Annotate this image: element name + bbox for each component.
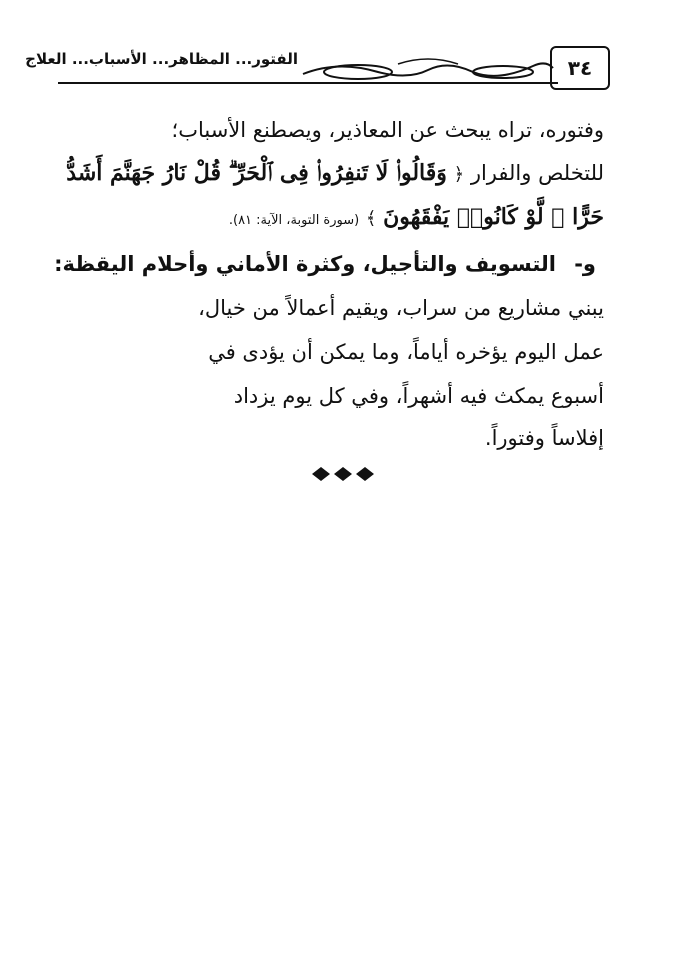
item-line2: عمل اليوم يؤخره أياماً، وما يمكن أن يؤدى في bbox=[208, 340, 604, 364]
item-line3: أسبوع يمكث فيه أشهراً، وفي كل يوم يزداد bbox=[233, 384, 604, 408]
diamond-icon bbox=[312, 467, 330, 481]
quran-verse-part2: حَرًّا ۚ لَّوْ كَانُوا۟ يَفْقَهُونَ bbox=[383, 204, 604, 230]
para1-line1: وفتوره، تراه يبحث عن المعاذير، ويصطنع الأسباب؛ bbox=[171, 118, 604, 142]
diamond-icon bbox=[356, 467, 374, 481]
para1-line3 bbox=[229, 204, 604, 230]
page-number: ٣٤ bbox=[550, 46, 610, 90]
quran-verse-part1: وَقَالُوا۟ لَا تَنفِرُوا۟ فِى ٱلْحَرِّ ۗ قُلْ نَارُ جَهَنَّمَ أَشَدُّ bbox=[66, 160, 447, 186]
quran-bracket-close: ﴾ bbox=[365, 208, 377, 229]
para1-line2-text: للتخلص والفرار bbox=[470, 161, 604, 185]
item-line1: يبني مشاريع من سراب، ويقيم أعمالاً من خيال، bbox=[198, 296, 604, 320]
para1-line2 bbox=[66, 160, 604, 186]
running-title: الفتور... المظاهر... الأسباب... العلاج bbox=[25, 50, 298, 68]
quran-citation: (سورة التوبة، الآية: ٨١). bbox=[228, 213, 360, 228]
diamond-icon bbox=[334, 467, 352, 481]
quran-bracket-open: ﴿ bbox=[453, 164, 465, 185]
section-end-ornament bbox=[310, 466, 376, 482]
item-line4: إفلاساً وفتوراً. bbox=[484, 426, 604, 450]
header-rule bbox=[58, 82, 558, 84]
item-heading: التسويف والتأجيل، وكثرة الأماني وأحلام اليقظة: bbox=[54, 252, 556, 276]
page-header bbox=[25, 40, 618, 96]
item-marker: و- bbox=[574, 252, 596, 276]
